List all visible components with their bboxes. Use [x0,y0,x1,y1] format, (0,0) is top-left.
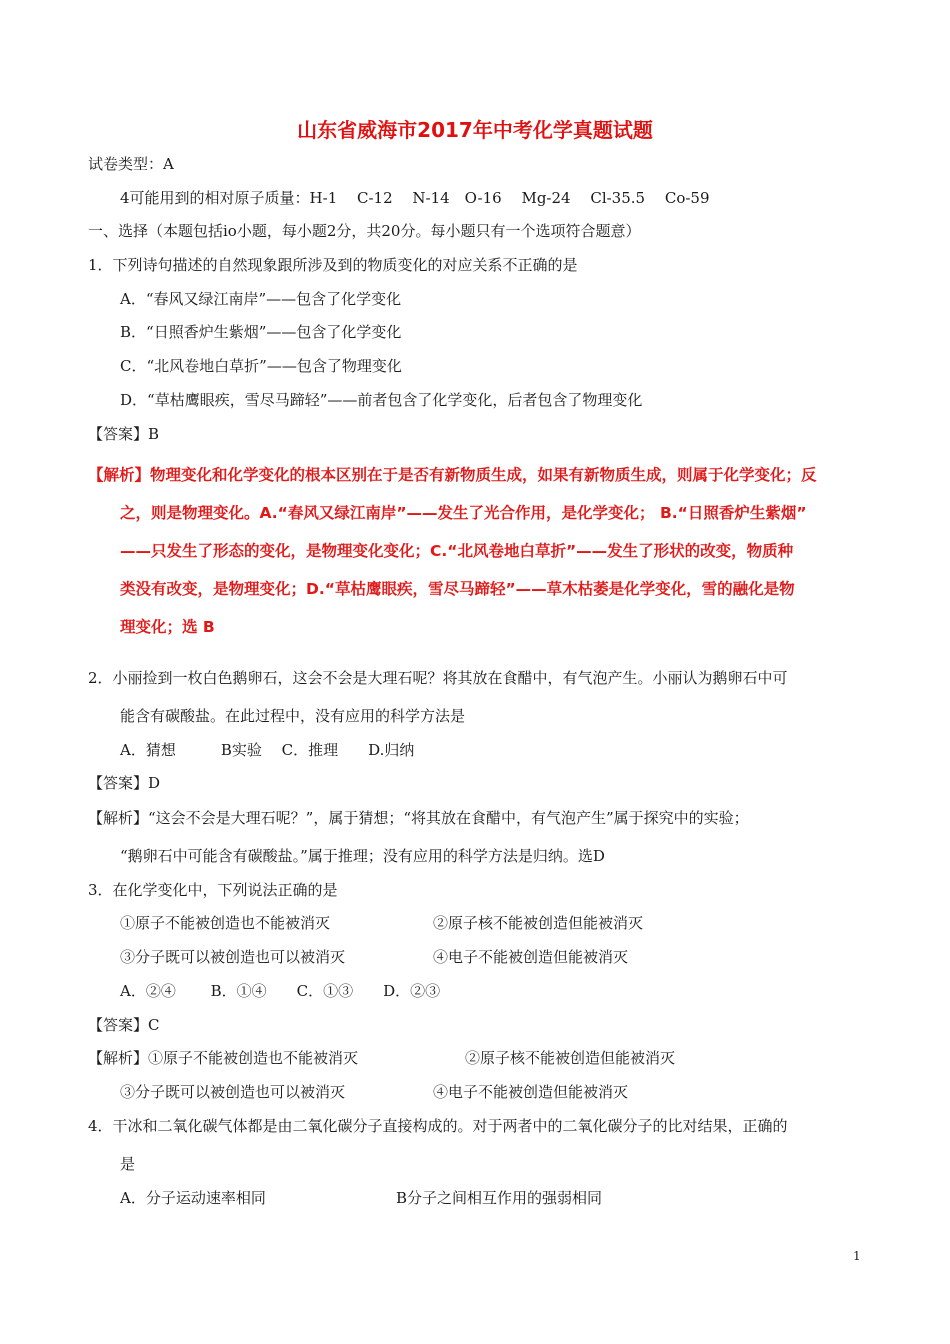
q1-analysis-line: 类没有改变，是物理变化；D.“草枯鹰眼疾，雪尽马蹄轻”——草木枯萎是化学变化，雪的融化是物 [120,580,795,598]
q1-analysis-line: 【解析】物理变化和化学变化的根本区别在于是否有新物质生成，如果有新物质生成，则属于化学变化；反 [88,466,817,484]
question-3: 3．在化学变化中，下列说法正确的是 [88,881,338,899]
q4-option-a: A．分子运动速率相同 [120,1189,266,1207]
q1-option-c: C．“北风卷地白草折”——包含了物理变化 [120,357,402,375]
q3-options: A．②④ B．①④ C．①③ D．②③ [120,982,441,1000]
q1-answer: 【答案】B [88,425,160,443]
q1-analysis-line: 之，则是物理变化。A.“春风又绿江南岸”——发生了光合作用，是化学变化； B.“日照香炉生紫烟” [120,504,807,522]
q3-analysis-2: ②原子核不能被创造但能被消灭 [465,1049,676,1067]
q1-analysis-line: ——只发生了形态的变化，是物理变化变化；C.“北风卷地白草折”——发生了形状的改变，物质种 [120,542,794,560]
q2-options: A．猜想 B实验 C．推理 D.归纳 [120,741,415,759]
q3-statement-2: ②原子核不能被创造但能被消灭 [433,914,644,932]
q3-analysis-4: ④电子不能被创造但能被消灭 [433,1083,629,1101]
q3-analysis-3: ③分子既可以被创造也可以被消灭 [120,1083,346,1101]
q2-analysis: 【解析】“这会不会是大理石呢？”，属于猜想；“将其放在食醋中，有气泡产生”属于探究中的实验； [88,809,749,827]
question-1: 1．下列诗句描述的自然现象跟所涉及到的物质变化的对应关系不正确的是 [88,256,578,274]
question-4-cont: 是 [120,1155,136,1173]
q1-option-a: A．“春风又绿江南岸”——包含了化学变化 [120,290,402,308]
question-2-cont: 能含有碳酸盐。在此过程中，没有应用的科学方法是 [120,707,466,725]
atomic-masses: 4可能用到的相对原子质量：H-1 C-12 N-14 O-16 Mg-24 Cl-35.5 Co-59 [120,189,710,207]
q1-analysis-line: 理变化；选 B [120,618,215,636]
q4-option-b: B分子之间相互作用的强弱相同 [396,1189,603,1207]
question-4: 4．干冰和二氧化碳气体都是由二氧化碳分子直接构成的。对于两者中的二氧化碳分子的比对结果，正确的 [88,1117,788,1135]
q3-statement-3: ③分子既可以被创造也可以被消灭 [120,948,346,966]
q2-analysis-cont: “鹅卵石中可能含有碳酸盐。”属于推理；没有应用的科学方法是归纳。选D [120,847,605,865]
q3-statement-1: ①原子不能被创造也不能被消灭 [120,914,331,932]
paper-type: 试卷类型：A [88,155,174,173]
section-heading: 一、选择（本题包括io小题，每小题2分，共20分。每小题只有一个选项符合题意） [88,222,641,240]
q3-analysis-1: 【解析】①原子不能被创造也不能被消灭 [88,1049,359,1067]
q1-option-d: D．“草枯鹰眼疾，雪尽马蹄轻”——前者包含了化学变化，后者包含了物理变化 [120,391,643,409]
document-title: 山东省威海市2017年中考化学真题试题 [297,118,653,142]
page-number: 1 [853,1249,861,1263]
q3-statement-4: ④电子不能被创造但能被消灭 [433,948,629,966]
q1-option-b: B．“日照香炉生紫烟”——包含了化学变化 [120,323,402,341]
q3-answer: 【答案】C [88,1016,160,1034]
question-2: 2．小丽捡到一枚白色鹅卵石，这会不会是大理石呢？将其放在食醋中，有气泡产生。小丽认为鹅卵石中可 [88,669,788,687]
q2-answer: 【答案】D [88,774,161,792]
